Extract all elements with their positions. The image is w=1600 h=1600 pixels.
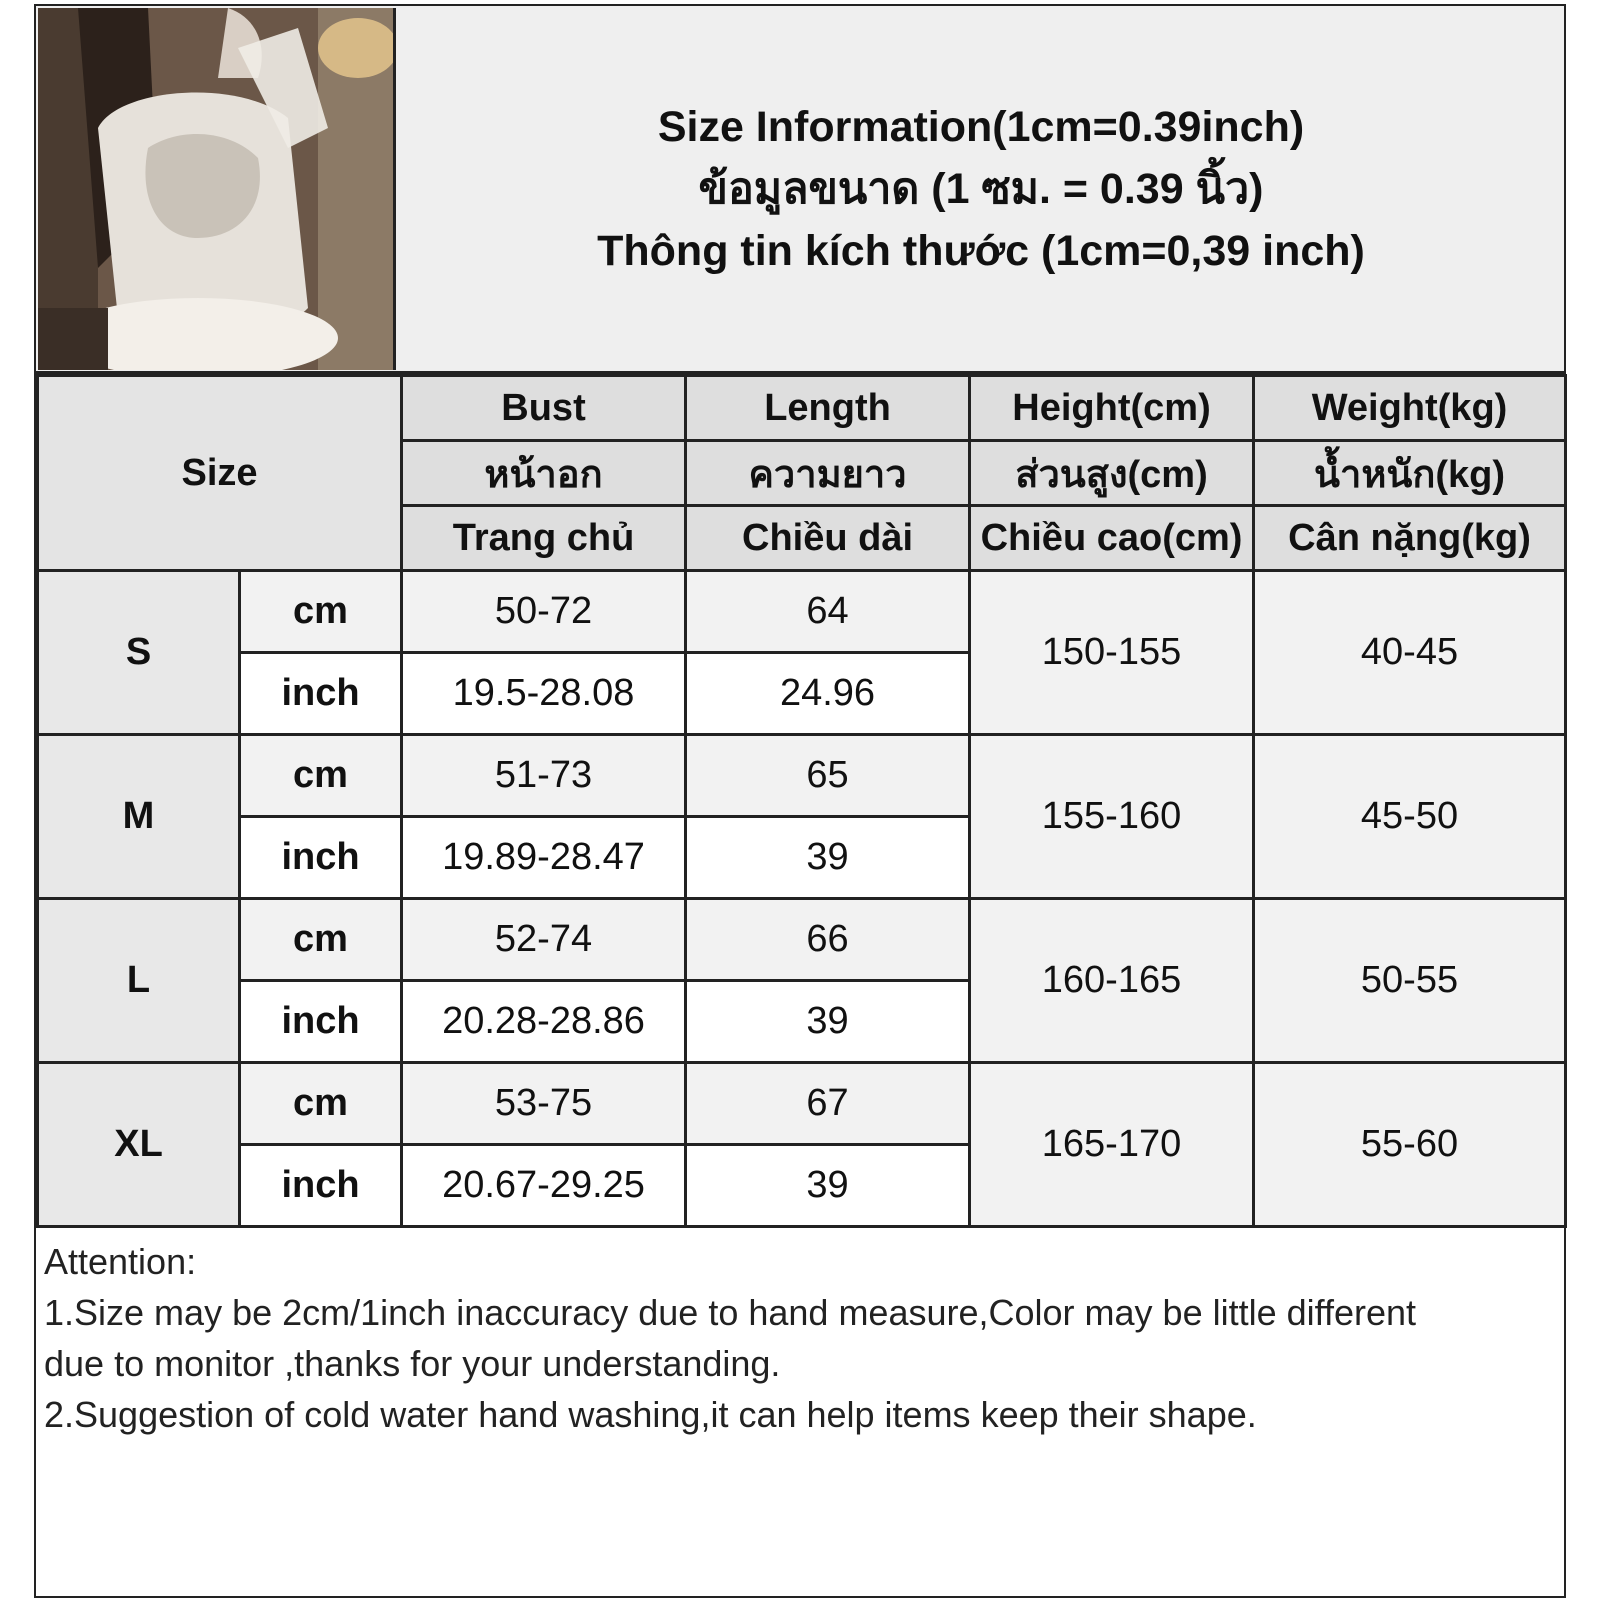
weight-header-th: น้ำหนัก(kg) [1254,441,1566,506]
length-cm: 67 [686,1063,970,1145]
bust-cm: 50-72 [402,571,686,653]
length-inch: 39 [686,981,970,1063]
length-header-en: Length [686,376,970,441]
attention-notes [44,1236,1556,1440]
weight-value: 55-60 [1254,1063,1566,1227]
unit-inch: inch [240,1145,402,1227]
header-row-en [38,376,1566,441]
height-header-en: Height(cm) [970,376,1254,441]
size-label: L [38,899,240,1063]
length-cm: 66 [686,899,970,981]
weight-value: 45-50 [1254,735,1566,899]
bust-cm: 53-75 [402,1063,686,1145]
bust-inch: 20.28-28.86 [402,981,686,1063]
height-value: 160-165 [970,899,1254,1063]
bust-inch: 19.89-28.47 [402,817,686,899]
notes-heading: Attention: [44,1241,197,1282]
size-column-header: Size [38,376,402,571]
unit-inch: inch [240,817,402,899]
length-inch: 39 [686,1145,970,1227]
note-line-2: due to monitor ,thanks for your understanding. [44,1343,781,1384]
length-cm: 64 [686,571,970,653]
height-value: 150-155 [970,571,1254,735]
size-table [36,374,1567,1228]
length-cm: 65 [686,735,970,817]
unit-cm: cm [240,735,402,817]
bust-header-vi: Trang chủ [402,506,686,571]
length-inch: 24.96 [686,653,970,735]
size-label: M [38,735,240,899]
size-chart [34,4,1566,1598]
size-label: XL [38,1063,240,1227]
weight-value: 50-55 [1254,899,1566,1063]
bust-cm: 52-74 [402,899,686,981]
bust-inch: 20.67-29.25 [402,1145,686,1227]
weight-value: 40-45 [1254,571,1566,735]
title-vietnamese: Thông tin kích thước (1cm=0,39 inch) [597,226,1365,275]
table-row [38,735,1566,817]
weight-header-vi: Cân nặng(kg) [1254,506,1566,571]
title-block [398,6,1564,371]
length-inch: 39 [686,817,970,899]
header-panel [36,6,1564,374]
bust-header-en: Bust [402,376,686,441]
bust-header-th: หน้าอก [402,441,686,506]
bust-inch: 19.5-28.08 [402,653,686,735]
note-line-1: 1.Size may be 2cm/1inch inaccuracy due to hand measure,Color may be little different [44,1292,1417,1333]
product-photo [38,8,396,370]
length-header-th: ความยาว [686,441,970,506]
height-value: 165-170 [970,1063,1254,1227]
size-label: S [38,571,240,735]
unit-cm: cm [240,899,402,981]
weight-header-en: Weight(kg) [1254,376,1566,441]
title-thai: ข้อมูลขนาด (1 ซม. = 0.39 นิ้ว) [698,164,1264,213]
note-line-3: 2.Suggestion of cold water hand washing,it can help items keep their shape. [44,1394,1257,1435]
height-value: 155-160 [970,735,1254,899]
bust-cm: 51-73 [402,735,686,817]
height-header-th: ส่วนสูง(cm) [970,441,1254,506]
table-row [38,899,1566,981]
unit-cm: cm [240,571,402,653]
height-header-vi: Chiều cao(cm) [970,506,1254,571]
unit-inch: inch [240,653,402,735]
unit-cm: cm [240,1063,402,1145]
model-photo-illustration [38,8,396,370]
table-row [38,1063,1566,1145]
length-header-vi: Chiều dài [686,506,970,571]
table-row [38,571,1566,653]
title-english: Size Information(1cm=0.39inch) [657,102,1305,151]
unit-inch: inch [240,981,402,1063]
